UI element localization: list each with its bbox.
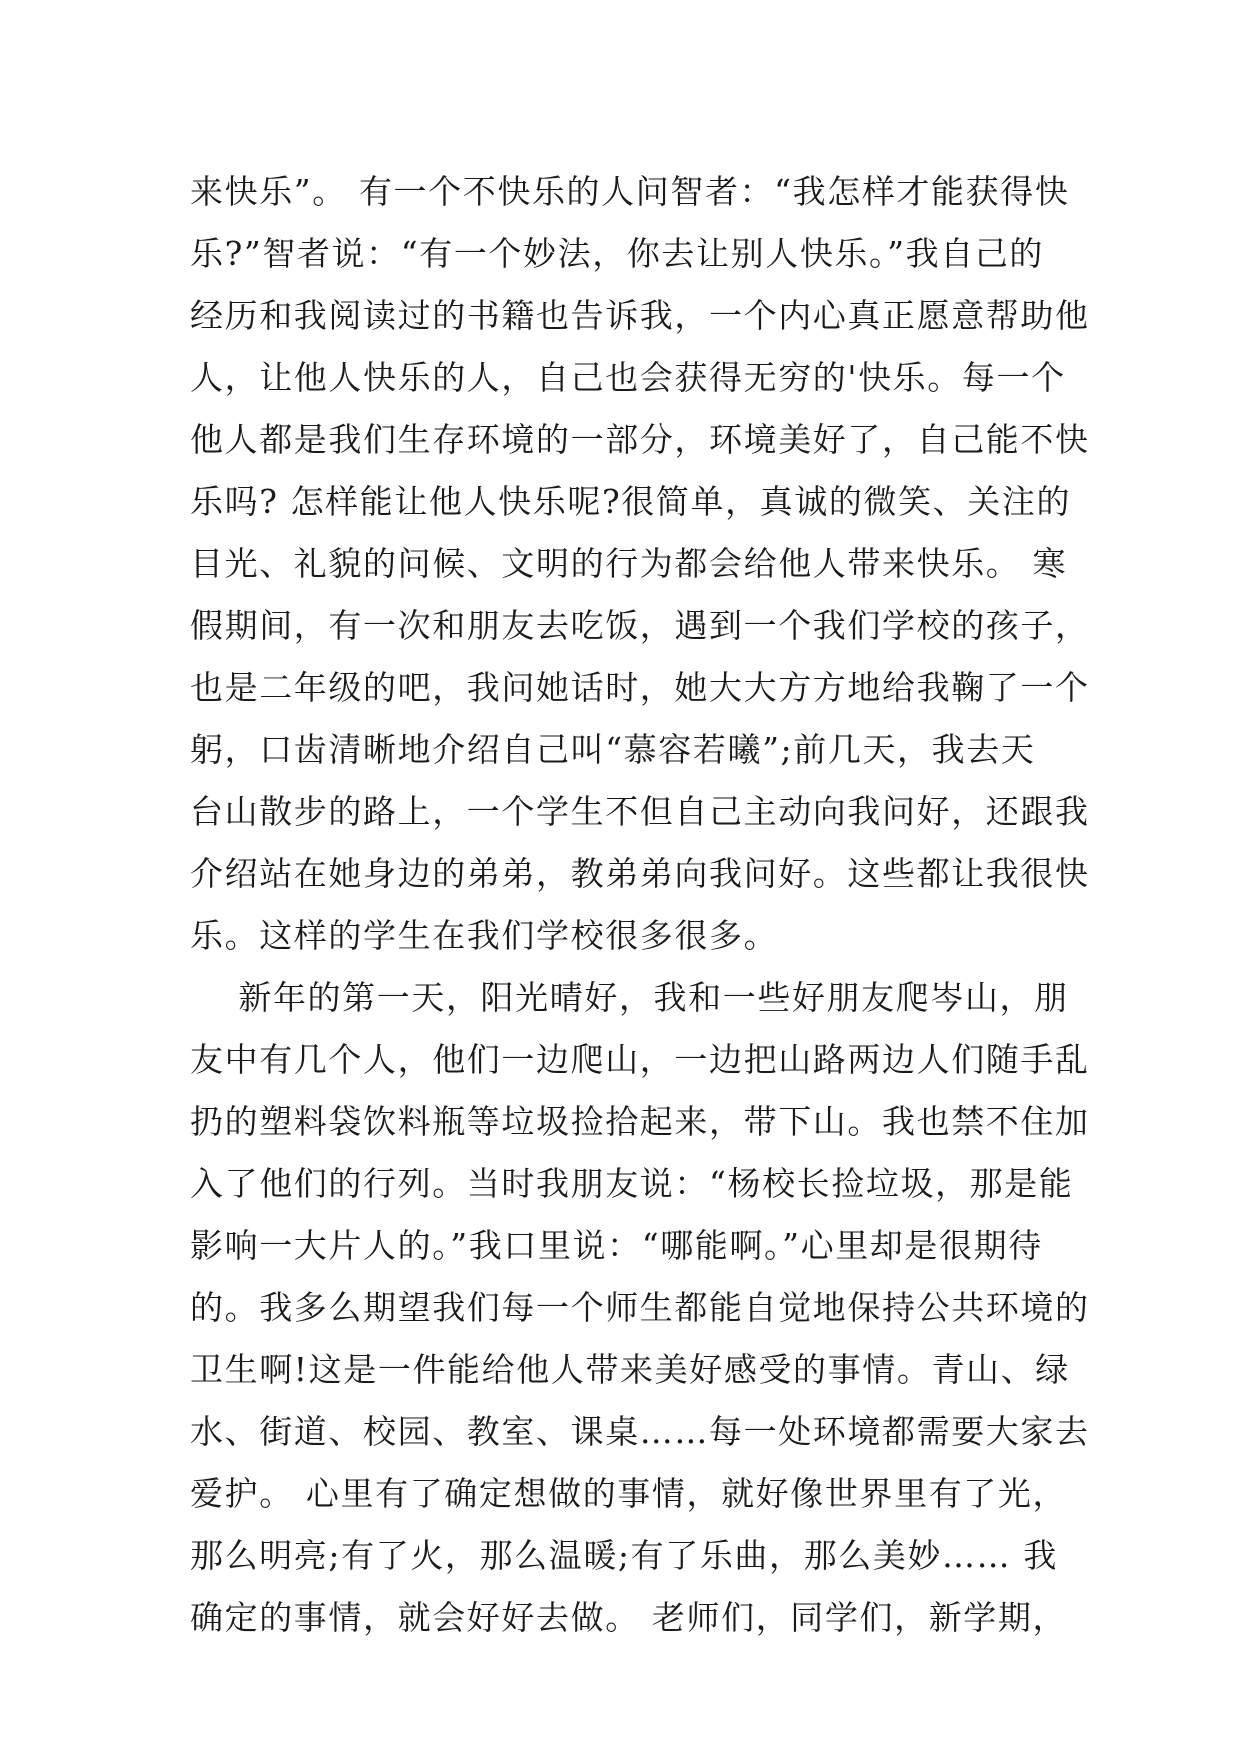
text-line: 确定的事情，就会好好去做。 老师们，同学们，新学期， (190, 1598, 1068, 1637)
text-line: 假期间，有一次和朋友去吃饭，遇到一个我们学校的孩子， (190, 606, 1090, 645)
text-line: 友中有几个人，他们一边爬山，一边把山路两边人们随手乱 (190, 1040, 1090, 1079)
text-line: 乐。这样的学生在我们学校很多很多。 (190, 916, 779, 955)
text-line: 他人都是我们生存环境的一部分，环境美好了，自己能不快 (190, 420, 1090, 459)
text-line: 躬，口齿清晰地介绍自己叫“慕容若曦”;前几天，我去天 (190, 730, 1036, 769)
text-line: 入了他们的行列。当时我朋友说：“杨校长捡垃圾，那是能 (190, 1164, 1074, 1203)
body-text (190, 161, 1090, 1649)
text-line: 乐吗? 怎样能让他人快乐呢?很简单，真诚的微笑、关注的 (190, 482, 1072, 521)
text-line: 爱护。 心里有了确定想做的事情，就好像世界里有了光， (190, 1474, 1068, 1513)
text-line: 扔的塑料袋饮料瓶等垃圾捡拾起来，带下山。我也禁不住加 (190, 1102, 1090, 1141)
text-line: 介绍站在她身边的弟弟，教弟弟向我问好。这些都让我很快 (190, 854, 1090, 893)
text-line: 也是二年级的吧，我问她话时，她大大方方地给我鞠了一个 (190, 668, 1090, 707)
text-line: 的。我多么期望我们每一个师生都能自觉地保持公共环境的 (190, 1288, 1090, 1327)
text-line: 乐?”智者说：“有一个妙法，你去让别人快乐。”我自己的 (190, 234, 1045, 273)
text-line: 水、街道、校园、教室、课桌……每一处环境都需要大家去 (190, 1412, 1090, 1451)
text-line: 来快乐”。 有一个不快乐的人问智者：“我怎样才能获得快 (190, 172, 1070, 211)
text-line: 新年的第一天，阳光晴好，我和一些好朋友爬岑山，朋 (190, 978, 1069, 1017)
text-line: 台山散步的路上，一个学生不但自己主动向我问好，还跟我 (190, 792, 1090, 831)
text-line: 经历和我阅读过的书籍也告诉我，一个内心真正愿意帮助他 (190, 296, 1090, 335)
text-line: 影响一大片人的。”我口里说：“哪能啊。”心里却是很期待 (190, 1226, 1043, 1265)
text-line: 目光、礼貌的问候、文明的行为都会给他人带来快乐。 寒 (190, 544, 1068, 583)
text-line: 卫生啊!这是一件能给他人带来美好感受的事情。青山、绿 (190, 1350, 1070, 1389)
text-line: 人，让他人快乐的人，自己也会获得无穷的'快乐。每一个 (190, 358, 1066, 397)
text-line: 那么明亮;有了火，那么温暖;有了乐曲，那么美妙…… 我 (190, 1536, 1058, 1575)
